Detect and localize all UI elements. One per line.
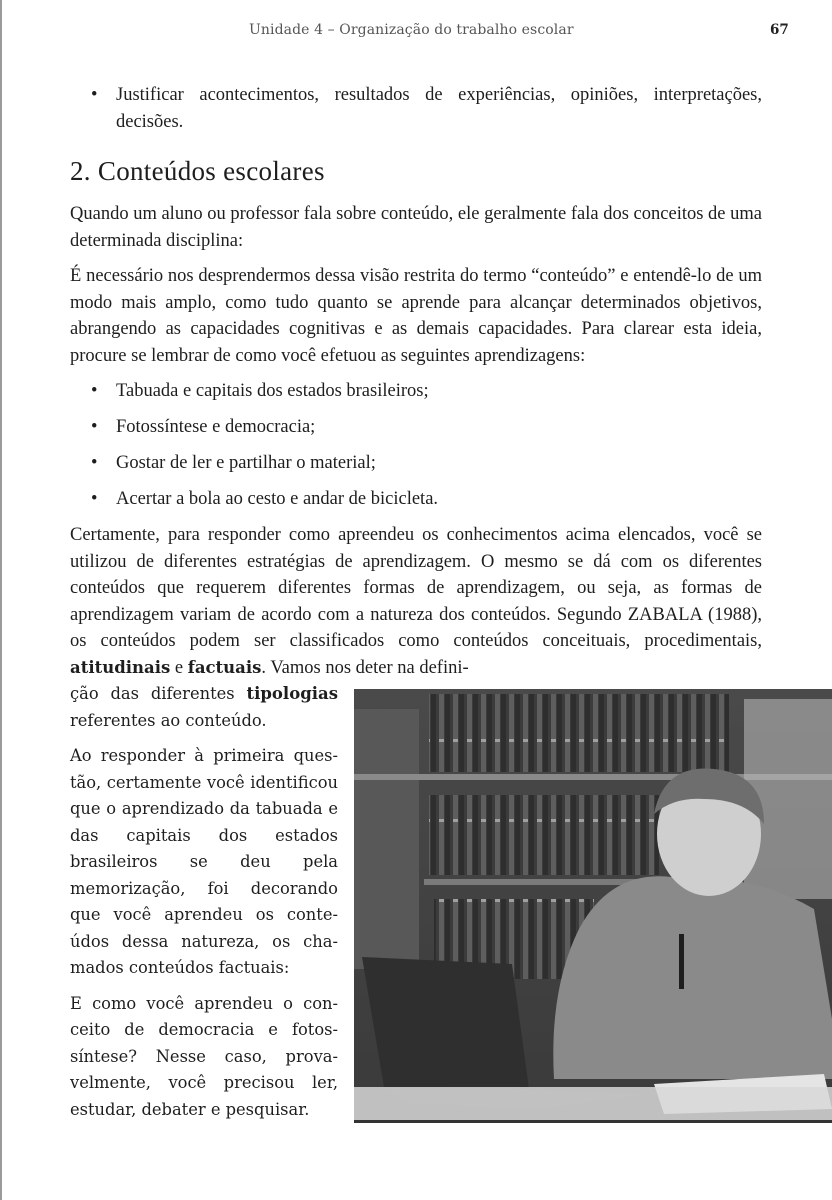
page-number: 67 — [770, 22, 789, 38]
paragraph-text: Vamos nos deter na defini- — [266, 657, 469, 678]
student-library-photo — [354, 689, 832, 1123]
shelf-board — [424, 879, 654, 885]
list-item: • Justificar acontecimentos, resultados de experiências, opiniões, interpretações, decisões. — [70, 82, 762, 135]
paragraph: É necessário nos desprendermos dessa visão restrita do termo “conteúdo” e entendê-lo de um modo mais amplo, como tudo quanto se aprende para alcançar determinados objetivos, abrangendo as capacidades cognitivas e as demais capacidades. Para clarear esta ideia, procure se lembrar de como você efetuou as seguintes aprendizagens: — [70, 266, 762, 366]
bookshelf-books — [429, 694, 729, 772]
paragraph-text: referentes ao conteúdo. — [70, 710, 267, 730]
laptop-screen — [362, 957, 529, 1089]
paragraph-text: ção das diferentes — [70, 684, 247, 703]
paragraph: Ao responder à primeira questão, certamente você identificou que o aprendizado da tabuada e das capitais dos estados brasileiros se deu pela memorização, foi decorando que você aprendeu os conteúdos dessa natureza, os chamados conteúdos factuais: — [70, 746, 338, 977]
text-with-figure — [70, 522, 762, 1123]
intro-bullet-list — [70, 82, 762, 135]
page-edge-rule — [0, 0, 2, 1200]
running-header — [0, 22, 832, 42]
bookshelf-left — [354, 709, 419, 969]
page-body — [70, 82, 762, 1132]
paragraph-text: Certamente, para responder como apreendeu os conhecimentos acima elencados, você se utilizou de diferentes estratégias de aprendizagem. O mesmo se dá com os diferentes conteúdos que requerem diferentes formas de aprendizagem, ou seja, as formas de aprendizagem variam de acordo com a natureza dos conteúdos. Segundo ZABALA (1988), os conteúdos podem ser classificados como conteúdos conceituais, procedimentais, — [70, 525, 762, 651]
list-item: • Fotossíntese e democracia; — [70, 414, 762, 441]
person-sweater — [553, 876, 832, 1079]
paragraph — [70, 522, 762, 681]
paragraph-text: . — [261, 657, 267, 678]
list-item: • Tabuada e capitais dos estados brasileiros; — [70, 378, 762, 405]
section-title: 2. Conteúdos escolares — [70, 156, 325, 186]
paragraph-text: e — [170, 657, 188, 678]
photo-bottom-edge — [354, 1120, 832, 1123]
emphasis-term: atitudinais — [70, 657, 171, 677]
photo-illustration — [354, 689, 832, 1123]
list-item: • Acertar a bola ao cesto e andar de bicicleta. — [70, 486, 762, 513]
bookshelf-books — [429, 795, 659, 875]
learning-list — [70, 378, 762, 513]
desk — [354, 1087, 832, 1123]
emphasis-term: factuais — [187, 657, 262, 677]
paragraph: E como você aprendeu o conceito de democracia e fotossíntese? Nesse caso, provavelmente, você precisou ler, estudar, debater e pesquisar. — [70, 993, 338, 1119]
emphasis-term: tipologias — [246, 684, 338, 703]
paragraph: Quando um aluno ou professor fala sobre conteúdo, ele geralmente fala dos conceitos de uma determinada disciplina: — [70, 204, 762, 251]
list-item: • Gostar de ler e partilhar o material; — [70, 450, 762, 477]
sweater-zipper — [679, 934, 684, 989]
running-title: Unidade 4 – Organização do trabalho escolar — [249, 22, 574, 38]
